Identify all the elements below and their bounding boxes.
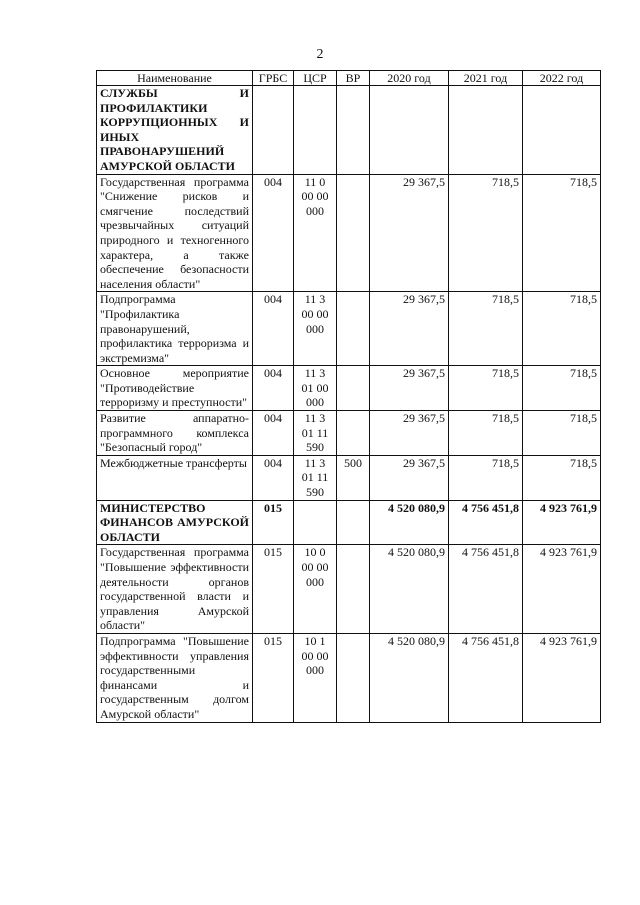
cell-2020: 4 520 080,9 — [370, 545, 449, 634]
cell-grbs: 004 — [253, 174, 294, 292]
cell-2020: 29 367,5 — [370, 455, 449, 500]
cell-grbs: 004 — [253, 366, 294, 411]
cell-grbs: 015 — [253, 500, 294, 545]
cell-csr — [294, 455, 337, 500]
csr-code: 10 0 00 00000 — [301, 545, 329, 589]
table-row — [97, 174, 601, 292]
csr-code: 11 0 00 00000 — [301, 174, 329, 218]
table-body — [97, 86, 601, 723]
cell-grbs: 004 — [253, 411, 294, 456]
header-2020: 2020 год — [370, 71, 449, 86]
cell-vr — [337, 633, 370, 722]
csr-code: 11 3 01 00000 — [301, 366, 329, 410]
header-name: Наименование — [97, 71, 253, 86]
cell-grbs: 004 — [253, 455, 294, 500]
cell-name: Государственная программа "Снижение рисков и смягчение последствий чрезвычайных ситуаций природного и техногенного характера, а также обеспечение безопасности населения области" — [97, 174, 253, 292]
cell-grbs: 004 — [253, 292, 294, 366]
table-row — [97, 292, 601, 366]
table-row — [97, 366, 601, 411]
cell-vr — [337, 366, 370, 411]
cell-name: Подпрограмма "Повышение эффективности управления государственными финансами и государственным долгом Амурской области" — [97, 633, 253, 722]
csr-code: 11 3 01 11590 — [301, 411, 329, 455]
cell-2022: 718,5 — [523, 366, 601, 411]
cell-csr — [294, 292, 337, 366]
cell-2021: 4 756 451,8 — [449, 545, 523, 634]
cell-2021 — [449, 86, 523, 175]
cell-2022: 718,5 — [523, 292, 601, 366]
cell-2021: 718,5 — [449, 455, 523, 500]
csr-code: 10 1 00 00000 — [301, 633, 329, 678]
header-csr: ЦСР — [294, 71, 337, 86]
cell-vr — [337, 292, 370, 366]
cell-csr — [294, 633, 337, 722]
csr-code: 11 3 01 11590 — [301, 455, 329, 500]
cell-2020 — [370, 86, 449, 175]
cell-vr — [337, 86, 370, 175]
cell-name: Основное мероприятие "Противодействие терроризму и преступности" — [97, 366, 253, 411]
page-number: 2 — [316, 47, 324, 62]
cell-2022 — [523, 86, 601, 175]
cell-2020: 29 367,5 — [370, 292, 449, 366]
cell-vr — [337, 411, 370, 456]
cell-grbs: 015 — [253, 545, 294, 634]
cell-2022: 4 923 761,9 — [523, 545, 601, 634]
cell-name: Государственная программа "Повышение эффективности деятельности органов государственной власти и управления Амурской области" — [97, 545, 253, 634]
cell-csr — [294, 366, 337, 411]
cell-2021: 718,5 — [449, 174, 523, 292]
cell-name: СЛУЖБЫ И ПРОФИЛАКТИКИ КОРРУПЦИОННЫХ И ИНЫХ ПРАВОНАРУШЕНИЙ АМУРСКОЙ ОБЛАСТИ — [97, 86, 253, 175]
cell-name: Межбюджетные трансферты — [97, 455, 253, 500]
cell-2020: 29 367,5 — [370, 366, 449, 411]
cell-2022: 718,5 — [523, 455, 601, 500]
cell-grbs — [253, 86, 294, 175]
table-row — [97, 500, 601, 545]
cell-grbs: 015 — [253, 633, 294, 722]
cell-2020: 29 367,5 — [370, 411, 449, 456]
header-grbs: ГРБС — [253, 71, 294, 86]
cell-2021: 718,5 — [449, 366, 523, 411]
cell-2021: 4 756 451,8 — [449, 633, 523, 722]
cell-2021: 718,5 — [449, 411, 523, 456]
cell-2020: 4 520 080,9 — [370, 500, 449, 545]
header-2021: 2021 год — [449, 71, 523, 86]
cell-name: Развитие аппаратно-программного комплекса "Безопасный город" — [97, 411, 253, 456]
csr-code: 11 3 00 00000 — [301, 292, 329, 336]
budget-table — [96, 70, 601, 723]
cell-csr — [294, 174, 337, 292]
table-row — [97, 411, 601, 456]
table-row — [97, 455, 601, 500]
header-2022: 2022 год — [523, 71, 601, 86]
cell-csr — [294, 545, 337, 634]
cell-2020: 29 367,5 — [370, 174, 449, 292]
cell-name: МИНИСТЕРСТВО ФИНАНСОВ АМУРСКОЙ ОБЛАСТИ — [97, 500, 253, 545]
cell-csr — [294, 86, 337, 175]
table-header-row — [97, 71, 601, 86]
cell-vr: 500 — [337, 455, 370, 500]
cell-2020: 4 520 080,9 — [370, 633, 449, 722]
table-row — [97, 86, 601, 175]
cell-2021: 4 756 451,8 — [449, 500, 523, 545]
table-row — [97, 633, 601, 722]
cell-vr — [337, 545, 370, 634]
cell-csr — [294, 411, 337, 456]
cell-2022: 4 923 761,9 — [523, 500, 601, 545]
cell-2022: 718,5 — [523, 411, 601, 456]
cell-vr — [337, 174, 370, 292]
cell-name: Подпрограмма "Профилактика правонарушений, профилактика терроризма и экстремизма" — [97, 292, 253, 366]
cell-2021: 718,5 — [449, 292, 523, 366]
cell-csr — [294, 500, 337, 545]
table-row — [97, 545, 601, 634]
header-vr: ВР — [337, 71, 370, 86]
cell-vr — [337, 500, 370, 545]
cell-2022: 4 923 761,9 — [523, 633, 601, 722]
cell-2022: 718,5 — [523, 174, 601, 292]
